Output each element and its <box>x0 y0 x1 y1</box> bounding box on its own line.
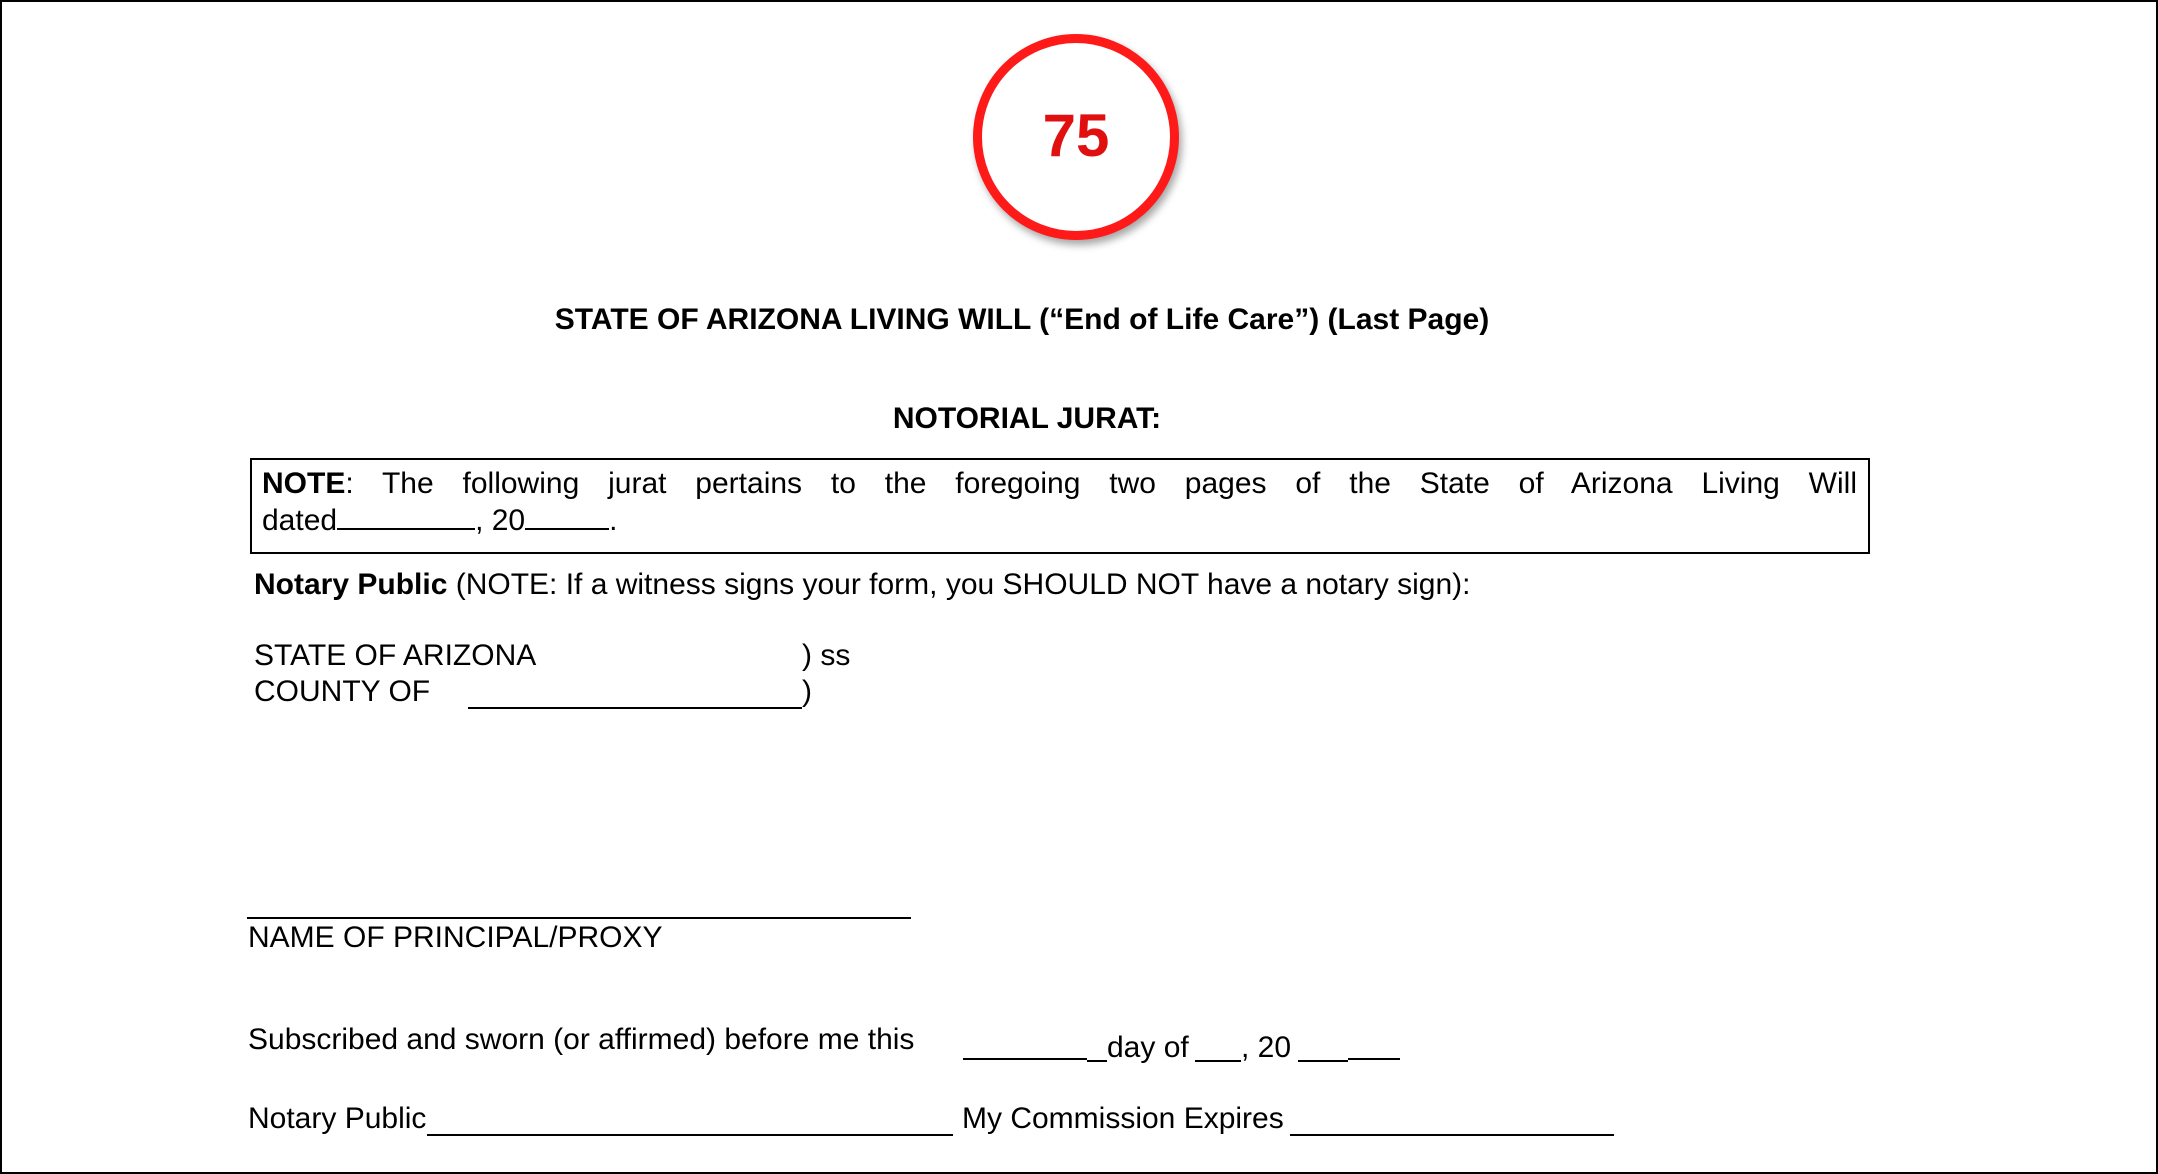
notary-heading-label: Notary Public <box>254 568 448 601</box>
note-box <box>250 458 1870 554</box>
notary-public-label: Notary Public <box>248 1102 427 1135</box>
note-text: : The following jurat pertains to the foregoing two pages of the State of Arizona Living Will <box>345 467 1857 500</box>
note-line-1 <box>262 466 1857 502</box>
notary-heading-note: (NOTE: If a witness signs your form, you SHOULD NOT have a notary sign): <box>447 568 1471 601</box>
year-blank[interactable] <box>525 502 609 530</box>
commission-expires-label: My Commission Expires <box>962 1102 1284 1135</box>
sworn-year-blank-bold[interactable] <box>1348 1058 1400 1060</box>
state-label: STATE OF ARIZONA <box>254 639 537 672</box>
sworn-text: Subscribed and sworn (or affirmed) before me this <box>248 1023 915 1056</box>
note-period: . <box>609 504 618 537</box>
document-title: STATE OF ARIZONA LIVING WILL (“End of Life Care”) (Last Page) <box>554 303 1490 336</box>
note-dated-label: dated <box>262 504 338 537</box>
note-line-2 <box>262 502 1857 539</box>
principal-signature-line[interactable] <box>247 917 911 919</box>
page-number-badge <box>973 34 1179 240</box>
note-year-prefix: , 20 <box>475 504 526 537</box>
section-heading: NOTORIAL JURAT: <box>892 402 1162 435</box>
state-ss: ) ss <box>802 639 851 672</box>
county-blank[interactable] <box>468 707 802 709</box>
notary-heading <box>254 568 1471 602</box>
day-blank-bold[interactable] <box>963 1058 1087 1060</box>
day-blank-tail[interactable] <box>1087 1060 1107 1062</box>
sworn-year-prefix: , 20 <box>1241 1031 1292 1064</box>
county-label: COUNTY OF <box>254 675 431 708</box>
sworn-year-blank[interactable] <box>1298 1060 1348 1062</box>
dated-blank[interactable] <box>337 502 475 530</box>
principal-label: NAME OF PRINCIPAL/PROXY <box>248 921 663 954</box>
page-number: 75 <box>1042 101 1110 169</box>
notary-public-signature-line[interactable] <box>427 1134 953 1136</box>
note-label: NOTE <box>262 467 346 500</box>
commission-expires-line[interactable] <box>1290 1134 1614 1136</box>
county-paren: ) <box>802 675 812 708</box>
month-blank[interactable] <box>1195 1060 1241 1062</box>
day-of-label: day of <box>1107 1031 1189 1064</box>
